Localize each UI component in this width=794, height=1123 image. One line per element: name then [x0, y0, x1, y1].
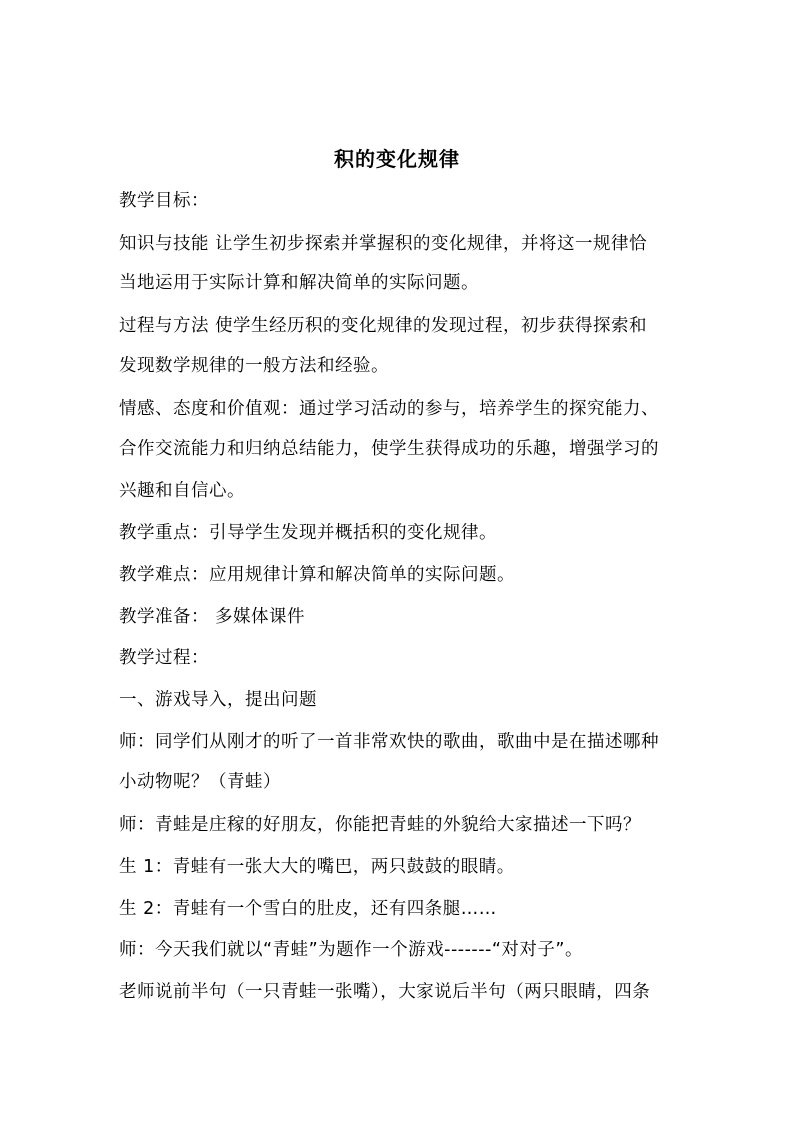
- paragraph-line: 教学准备： 多媒体课件: [119, 607, 306, 627]
- paragraph-line: 一、游戏导入，提出问题: [119, 690, 317, 710]
- paragraph-line: 教学目标：: [119, 191, 209, 211]
- paragraph-line: 师：今天我们就以“青蛙”为题作一个游戏-------“对对子”。: [119, 940, 583, 960]
- paragraph-line: 情感、态度和价值观：通过学习活动的参与，培养学生的探究能力、: [119, 399, 659, 419]
- paragraph-line: 师：青蛙是庄稼的好朋友，你能把青蛙的外貌给大家描述一下吗？: [119, 815, 641, 835]
- paragraph-line: 生 1：青蛙有一张大大的嘴巴，两只鼓鼓的眼睛。: [119, 857, 515, 877]
- paragraph-line: 小动物呢？（青蛙）: [119, 772, 281, 792]
- page-title: 积的变化规律: [334, 147, 460, 171]
- paragraph-line: 合作交流能力和归纳总结能力，使学生获得成功的乐趣，增强学习的: [119, 439, 659, 459]
- paragraph-line: 教学过程：: [119, 648, 209, 668]
- paragraph-line: 生 2：青蛙有一个雪白的肚皮，还有四条腿……: [119, 899, 497, 919]
- paragraph-line: 过程与方法 使学生经历积的变化规律的发现过程，初步获得探索和: [119, 316, 648, 336]
- paragraph-line: 教学难点：应用规律计算和解决简单的实际问题。: [119, 565, 515, 585]
- paragraph-line: 知识与技能 让学生初步探索并掌握积的变化规律，并将这一规律恰: [119, 234, 648, 254]
- paragraph-line: 师：同学们从刚才的听了一首非常欢快的歌曲，歌曲中是在描述哪种: [119, 732, 659, 752]
- paragraph-line: 教学重点：引导学生发现并概括积的变化规律。: [119, 523, 497, 543]
- paragraph-line: 发现数学规律的一般方法和经验。: [119, 356, 389, 376]
- paragraph-line: 老师说前半句（一只青蛙一张嘴），大家说后半句（两只眼睛，四条: [119, 982, 651, 1002]
- paragraph-line: 兴趣和自信心。: [119, 481, 245, 501]
- paragraph-line: 当地运用于实际计算和解决简单的实际问题。: [119, 273, 479, 293]
